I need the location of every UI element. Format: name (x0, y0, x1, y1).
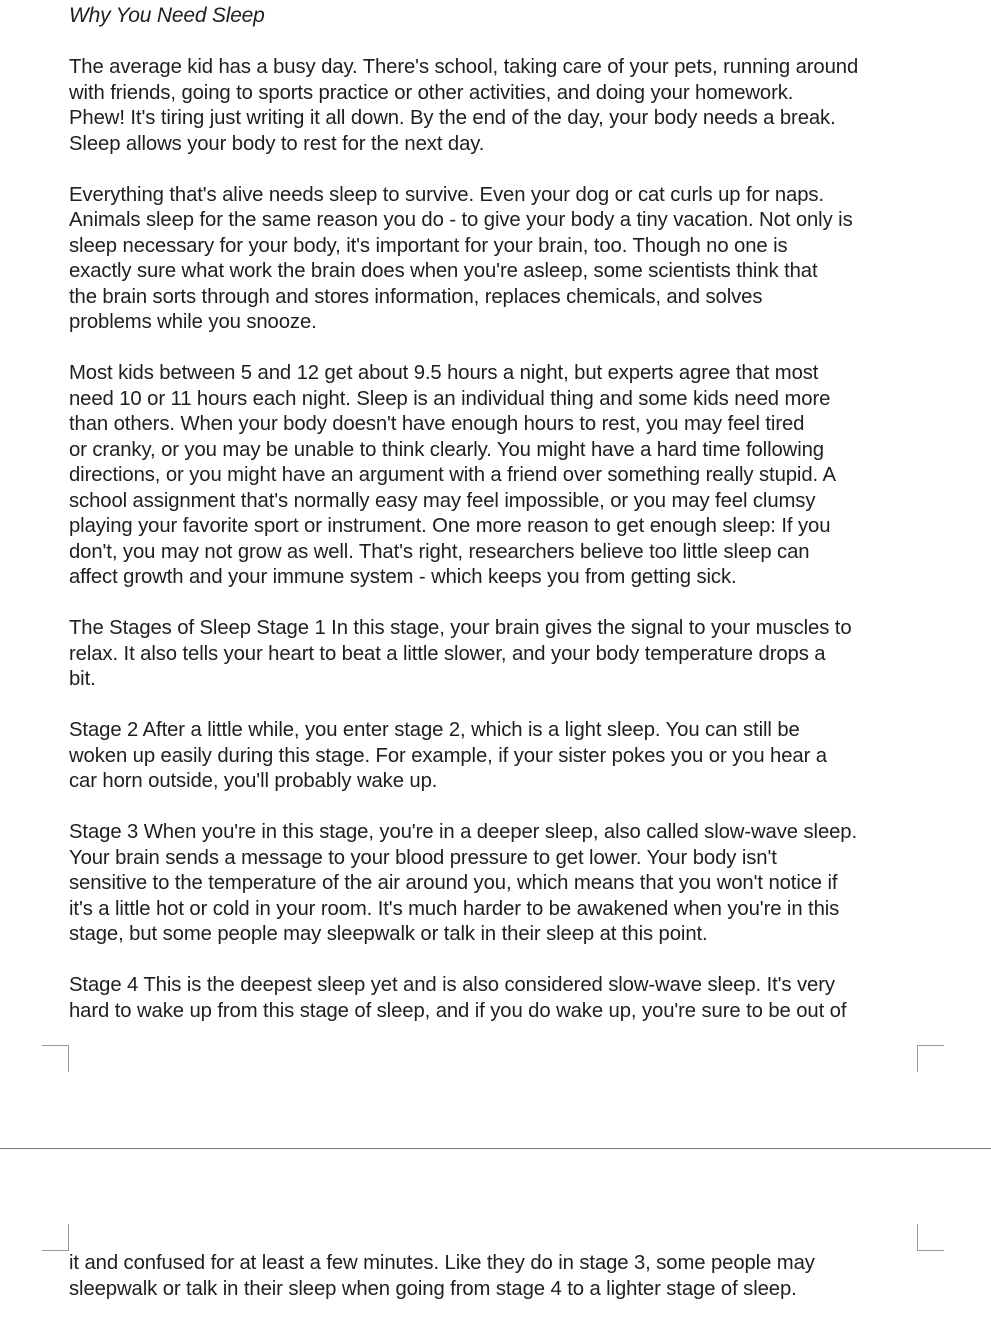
text-line: Everything that's alive needs sleep to survive. Even your dog or cat curls up for naps. (69, 183, 824, 206)
text-line: sleepwalk or talk in their sleep when going from stage 4 to a lighter stage of sleep. (69, 1277, 797, 1300)
text-line: The Stages of Sleep Stage 1 In this stage, your brain gives the signal to your muscles to (69, 617, 852, 639)
text-line: with friends, going to sports practice or other activities, and doing your homework. (69, 81, 794, 104)
text-line: don't, you may not grow as well. That's right, researchers believe too little sleep can (69, 540, 810, 563)
text-line: Most kids between 5 and 12 get about 9.5 hours a night, but experts agree that most (69, 362, 819, 384)
text-line: Phew! It's tiring just writing it all down. By the end of the day, your body needs a break. (69, 107, 836, 129)
text-line: need 10 or 11 hours each night. Sleep is an individual thing and some kids need more (69, 387, 831, 410)
margin-corner-mark (42, 1045, 69, 1072)
text-line: stage, but some people may sleepwalk or talk in their sleep at this point. (69, 923, 708, 945)
text-line: Stage 3 When you're in this stage, you're in a deeper sleep, also called slow-wave sleep. (69, 821, 858, 843)
text-line: it and confused for at least a few minutes. Like they do in stage 3, some people may (69, 1252, 815, 1274)
document-body (69, 55, 929, 1050)
margin-corner-mark (917, 1224, 944, 1251)
paragraph-stage-4 (69, 973, 929, 1024)
text-line: hard to wake up from this stage of sleep, and if you do wake up, you're sure to be out of (69, 999, 847, 1022)
text-line: bit. (69, 668, 96, 690)
text-line: school assignment that's normally easy may feel impossible, or you may feel clumsy (69, 489, 816, 512)
paragraph-stage-3 (69, 820, 929, 948)
text-line: or cranky, or you may be unable to think clearly. You might have a hard time following (69, 438, 824, 461)
margin-corner-mark (42, 1224, 69, 1251)
text-line: sleep necessary for your body, it's important for your brain, too. Though no one is (69, 234, 788, 257)
text-line: problems while you snooze. (69, 311, 317, 333)
text-line: Your brain sends a message to your blood pressure to get lower. Your body isn't (69, 846, 777, 869)
text-line: Sleep allows your body to rest for the next day. (69, 132, 485, 155)
paragraph-busy-day (69, 55, 929, 157)
text-line: The average kid has a busy day. There's school, taking care of your pets, running around (69, 56, 859, 78)
text-line: woken up easily during this stage. For example, if your sister pokes you or you hear a (69, 744, 827, 767)
text-line: the brain sorts through and stores information, replaces chemicals, and solves (69, 285, 763, 308)
document-body-continued (69, 1251, 929, 1328)
paragraph-hours-needed (69, 361, 929, 591)
text-line: relax. It also tells your heart to beat a little slower, and your body temperature drops a (69, 642, 826, 665)
text-line: Stage 2 After a little while, you enter stage 2, which is a light sleep. You can still be (69, 719, 800, 741)
paragraph-stage-1 (69, 616, 929, 693)
paragraph-stage-4-continued (69, 1251, 929, 1302)
text-line: directions, or you might have an argument with a friend over something really stupid. A (69, 464, 836, 486)
text-line: Stage 4 This is the deepest sleep yet and is also considered slow-wave sleep. It's very (69, 974, 835, 996)
text-line: affect growth and your immune system - which keeps you from getting sick. (69, 566, 737, 588)
document-title: Why You Need Sleep (69, 4, 265, 27)
text-line: exactly sure what work the brain does when you're asleep, some scientists think that (69, 260, 818, 282)
text-line: it's a little hot or cold in your room. It's much harder to be awakened when you're in this (69, 897, 840, 920)
text-line: Animals sleep for the same reason you do - to give your body a tiny vacation. Not only is (69, 209, 853, 231)
margin-corner-mark (917, 1045, 944, 1072)
paragraph-stage-2 (69, 718, 929, 795)
text-line: sensitive to the temperature of the air around you, which means that you won't notice if (69, 872, 838, 894)
text-line: than others. When your body doesn't have enough hours to rest, you may feel tired (69, 413, 805, 435)
text-line: playing your favorite sport or instrument. One more reason to get enough sleep: If you (69, 515, 831, 537)
text-line: car horn outside, you'll probably wake up. (69, 770, 438, 792)
paragraph-everything-alive (69, 183, 929, 336)
